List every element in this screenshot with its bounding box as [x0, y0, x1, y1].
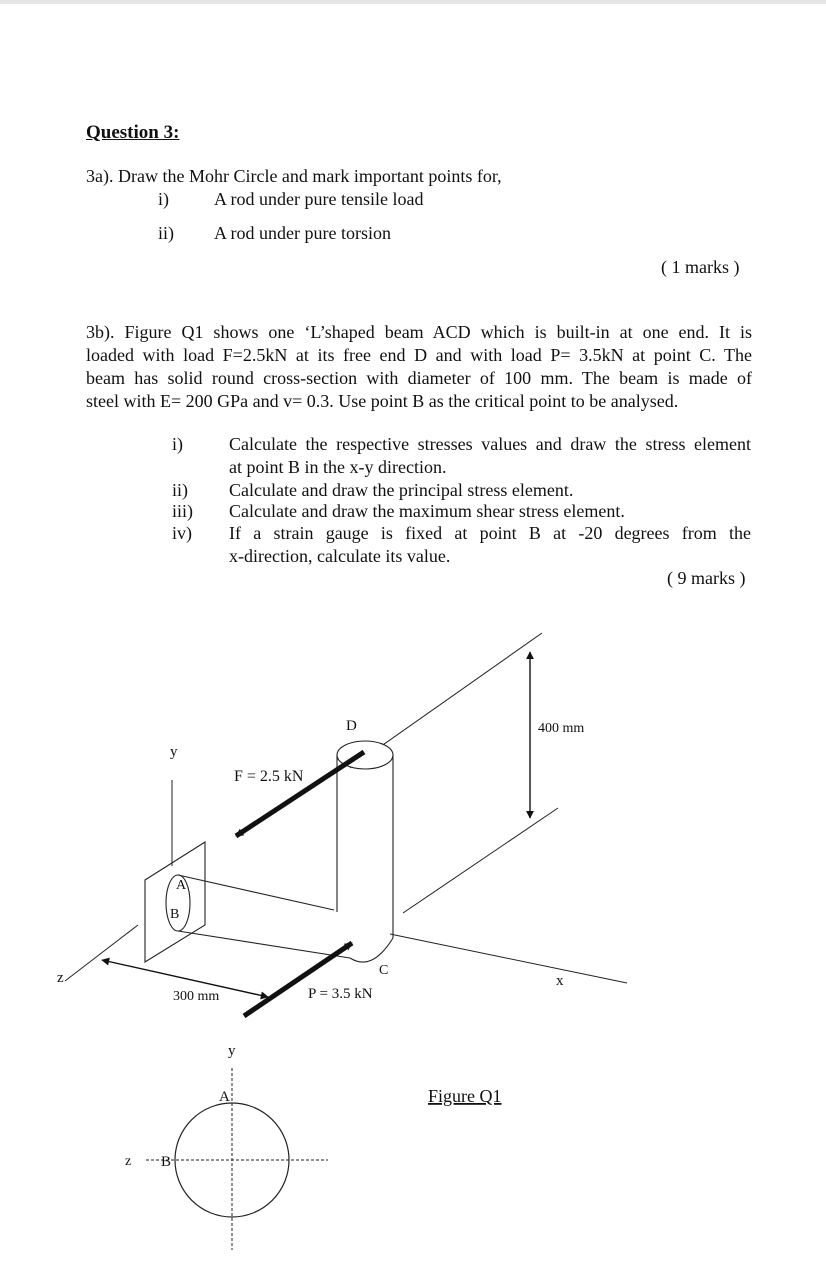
part-b-item-4-line-2: x-direction, calculate its value.: [229, 546, 451, 566]
force-p-arrow: [244, 943, 352, 1016]
part-b-line-3: beam has solid round cross-section with diameter of 100 mm. The beam is made of: [86, 368, 752, 388]
part-b-line-4: steel with E= 200 GPa and v= 0.3. Use point B as the critical point to be analysed.: [86, 391, 679, 411]
part-a-item-1-num: i): [158, 189, 169, 209]
part-a-item-2-num: ii): [158, 223, 174, 243]
label-d: D: [346, 718, 357, 734]
figure-q1: [0, 600, 826, 1280]
part-a-item-2-text: A rod under pure torsion: [214, 223, 391, 243]
z-axis-line: [65, 925, 138, 981]
label-x-axis: x: [556, 973, 564, 989]
part-b-item-1-num: i): [172, 434, 183, 454]
part-b-marks: ( 9 marks ): [667, 568, 746, 588]
beam-top-edge: [178, 875, 334, 910]
part-b-item-2-num: ii): [172, 480, 188, 500]
question-title: Question 3:: [86, 122, 180, 143]
part-b-item-1-line-2: at point B in the x-y direction.: [229, 457, 447, 477]
section-label-y: y: [228, 1043, 236, 1059]
label-300mm: 300 mm: [173, 989, 220, 1004]
label-y-axis: y: [170, 744, 178, 760]
section-label-b: B: [161, 1154, 172, 1170]
part-a-marks: ( 1 marks ): [661, 257, 740, 277]
part-b-item-4-line-1: If a strain gauge is fixed at point B at -20 degrees from the: [229, 523, 751, 543]
part-b-item-3-text: Calculate and draw the maximum shear stress element.: [229, 501, 625, 521]
part-b-line-1: 3b). Figure Q1 shows one ‘L’shaped beam ACD which is built-in at one end. It is: [86, 322, 752, 342]
label-force-p: P = 3.5 kN: [308, 986, 373, 1002]
part-b-line-2: loaded with load F=2.5kN at its free end D and with load P= 3.5kN at point C. The: [86, 345, 752, 365]
label-z-axis: z: [57, 970, 64, 986]
force-f-arrow: [236, 752, 364, 836]
label-b: B: [170, 907, 180, 922]
post-base-curve: [350, 938, 393, 962]
label-force-f: F = 2.5 kN: [234, 768, 304, 785]
label-a: A: [176, 878, 187, 893]
x-axis-line: [390, 934, 627, 983]
part-b-item-2-text: Calculate and draw the principal stress element.: [229, 480, 574, 500]
section-label-z: z: [125, 1154, 132, 1169]
lower-diagonal-line: [403, 808, 558, 913]
label-c: C: [379, 963, 389, 978]
section-label-a: A: [219, 1089, 230, 1105]
part-b-item-1-line-1: Calculate the respective stresses values and draw the stress element: [229, 434, 751, 454]
part-a-intro: 3a). Draw the Mohr Circle and mark important points for,: [86, 166, 502, 186]
part-b-item-4-num: iv): [172, 523, 192, 543]
figure-caption: Figure Q1: [428, 1086, 502, 1106]
top-border: [0, 0, 826, 4]
part-a-item-1-text: A rod under pure tensile load: [214, 189, 424, 209]
part-b-item-3-num: iii): [172, 501, 193, 521]
label-400mm: 400 mm: [538, 721, 585, 736]
beam-bottom-edge: [178, 931, 350, 958]
